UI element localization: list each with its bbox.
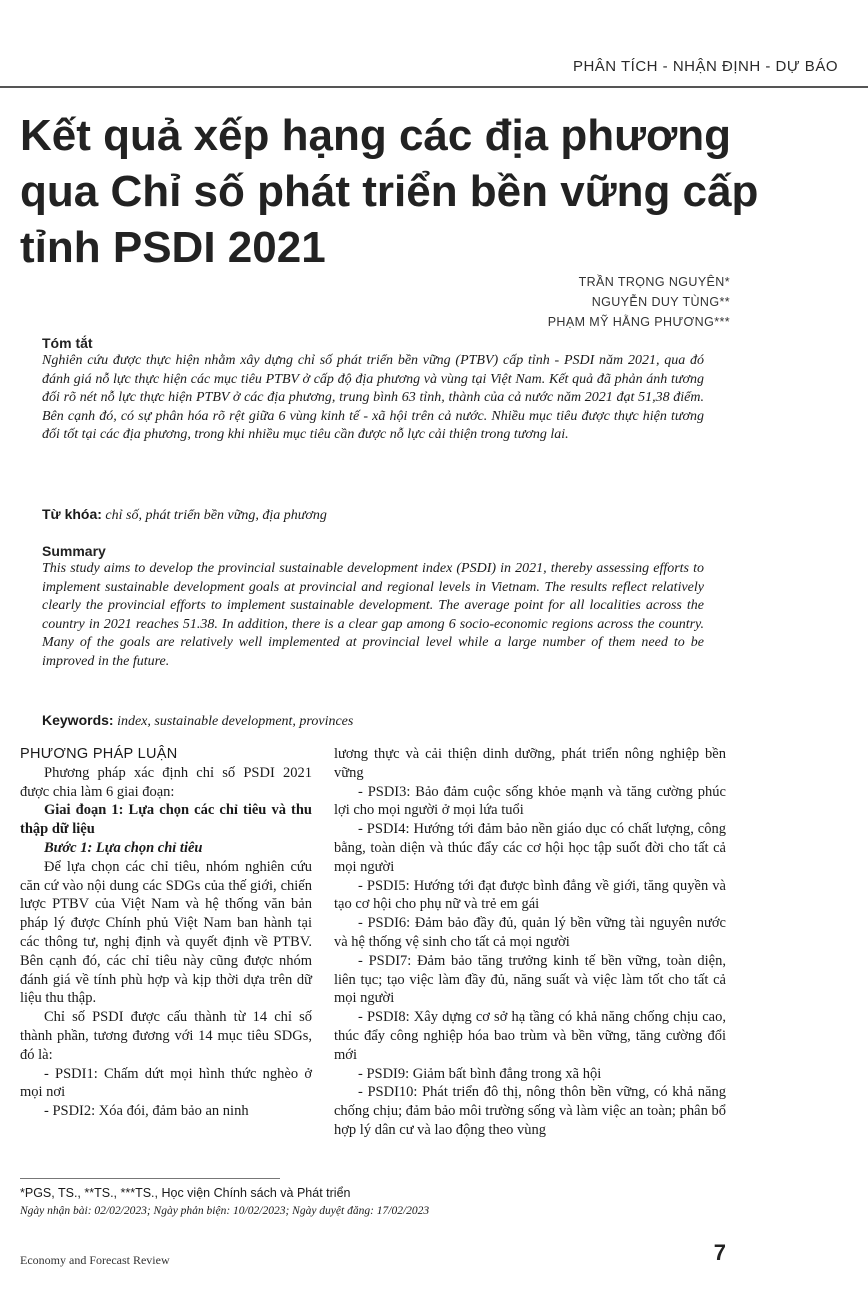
psdi-item: - PSDI9: Giảm bất bình đẳng trong xã hội [358, 1065, 602, 1082]
body-paragraph: Chỉ số PSDI được cấu thành từ 14 chỉ số thành phần, tương đương với 14 mục tiêu SDGs, đó là: [20, 1009, 312, 1063]
body-continuation: lương thực và cải thiện dinh dưỡng, phát triển nông nghiệp bền vững [334, 746, 726, 781]
page-number: 7 [713, 1240, 726, 1265]
psdi-item: - PSDI10: Phát triển đô thị, nông thôn bền vững, có khả năng chống chịu; đảm bảo môi trường sống và làm việc an toàn; phân bổ hợp lý dân cư và lao động theo vùng [334, 1084, 726, 1138]
abstract-vi-text: Nghiên cứu được thực hiện nhằm xây dựng chỉ số phát triển bền vững (PTBV) cấp tỉnh - PSDI năm 2021, qua đó đánh giá nỗ lực thực hiện các mục tiêu PTBV ở cấp độ địa phương và vùng tại Việt Nam. Kết quả đã phản ánh tương đối rõ nét nỗ lực thực hiện PTBV ở các địa phương, trung bình 63 tỉnh, thành của cả nước năm 2021 đạt 51,38 điểm. Bên cạnh đó, có sự phân hóa rõ rệt giữa 6 vùng kinh tế - xã hội trên cả nước. Nhiều mục tiêu được thực hiện tương đối tốt tại các địa phương, trong khi nhiều mục tiêu cần được nỗ lực cải thiện trong tương lai. [42, 353, 704, 442]
psdi-item: - PSDI5: Hướng tới đạt được bình đẳng về giới, tăng quyền và tạo cơ hội cho phụ nữ và trẻ em gái [334, 877, 726, 913]
journal-name: Economy and Forecast Review [20, 1253, 170, 1267]
author-name: TRẦN TRỌNG NGUYÊN* [578, 275, 730, 289]
footnote [20, 1184, 429, 1220]
psdi-item: - PSDI3: Bảo đảm cuộc sống khỏe mạnh và tăng cường phúc lợi cho mọi người ở mọi lứa tuổi [334, 783, 726, 819]
psdi-item: - PSDI4: Hướng tới đảm bảo nền giáo dục có chất lượng, công bằng, toàn diện và thúc đẩy các cơ hội học tập suốt đời cho tất cả mọi người [334, 821, 726, 875]
abstract-en [42, 542, 704, 671]
keywords-en [42, 711, 704, 731]
keywords-vi [42, 505, 704, 525]
section-label: PHÂN TÍCH - NHẬN ĐỊNH - DỰ BÁO [572, 58, 838, 75]
author-name: PHẠM MỸ HẰNG PHƯƠNG*** [547, 315, 730, 329]
keywords-vi-label: Từ khóa: [42, 506, 102, 522]
author-list [548, 272, 730, 332]
psdi-item: - PSDI1: Chấm dứt mọi hình thức nghèo ở mọi nơi [20, 1065, 312, 1101]
footnote-rule [20, 1178, 280, 1179]
body-paragraph: Để lựa chọn các chỉ tiêu, nhóm nghiên cứu căn cứ vào nội dung các SDGs của thế giới, chiến lược PTBV của Việt Nam và hệ thống văn bản pháp lý được Chính phủ Việt Nam ban hành tại các thông tư, nghị định và quyết định về PTBV. Bên cạnh đó, các chỉ tiêu này cũng được nhóm đánh giá về tính phù hợp và kịp thời dựa trên dữ liệu thu thập. [20, 858, 312, 1007]
methodology-intro: Phương pháp xác định chỉ số PSDI 2021 được chia làm 6 giai đoạn: [20, 764, 312, 800]
abstract-en-heading: Summary [42, 543, 106, 559]
keywords-en-text: index, sustainable development, provinces [117, 714, 354, 729]
psdi-item: - PSDI7: Đảm bảo tăng trưởng kinh tế bền vững, toàn diện, liên tục; tạo việc làm đầy đủ, năng suất và việc làm tốt cho tất cả mọi người [334, 952, 726, 1007]
psdi-item: - PSDI8: Xây dựng cơ sở hạ tầng có khả năng chống chịu cao, thúc đẩy công nghiệp hóa bao trùm và bền vững, tăng cường đổi mới [334, 1009, 726, 1063]
keywords-vi-text: chỉ số, phát triển bền vững, địa phương [105, 508, 327, 523]
footnote-affiliation: *PGS, TS., **TS., ***TS., Học viện Chính sách và Phát triển [20, 1186, 351, 1200]
footnote-dates: Ngày nhận bài: 02/02/2023; Ngày phản biện: 10/02/2023; Ngày duyệt đăng: 17/02/2023 [20, 1205, 430, 1217]
methodology-heading: PHƯƠNG PHÁP LUẬN [20, 746, 178, 762]
abstract-en-text: This study aims to develop the provincial sustainable development index (PSDI) in 2021, thereby assessing efforts to implement sustainable development goals at provincial and regional levels in Vietnam. The results reflect relatively clearly the provincial efforts to implement sustainable development. The average point for all localities across the country in 2021 reaches 51.38. In addition, there is a clear gap among 6 socio-economic regions across the country. Many of the goals are relatively well implemented at provincial level while a large number of them need to be improved in the future. [42, 561, 704, 669]
author-name: NGUYỄN DUY TÙNG** [591, 295, 730, 309]
body-column-right [334, 745, 726, 1140]
abstract-vi-heading: Tóm tắt [42, 335, 93, 351]
psdi-item: - PSDI2: Xóa đói, đảm bảo an ninh [44, 1103, 249, 1120]
stage-1-heading: Giai đoạn 1: Lựa chọn các chỉ tiêu và thu thập dữ liệu [20, 802, 312, 838]
header-rule [0, 86, 868, 88]
psdi-item: - PSDI6: Đảm bảo đầy đủ, quản lý bền vững tài nguyên nước và hệ thống vệ sinh cho tất cả mọi người [334, 915, 726, 950]
body-column-left [20, 745, 312, 1121]
step-1-heading: Bước 1: Lựa chọn chỉ tiêu [44, 839, 203, 856]
abstract-vi [42, 334, 704, 445]
article-title: Kết quả xếp hạng các địa phương qua Chỉ số phát triển bền vững cấp tỉnh PSDI 2021 [20, 111, 759, 272]
keywords-en-label: Keywords: [42, 712, 114, 728]
